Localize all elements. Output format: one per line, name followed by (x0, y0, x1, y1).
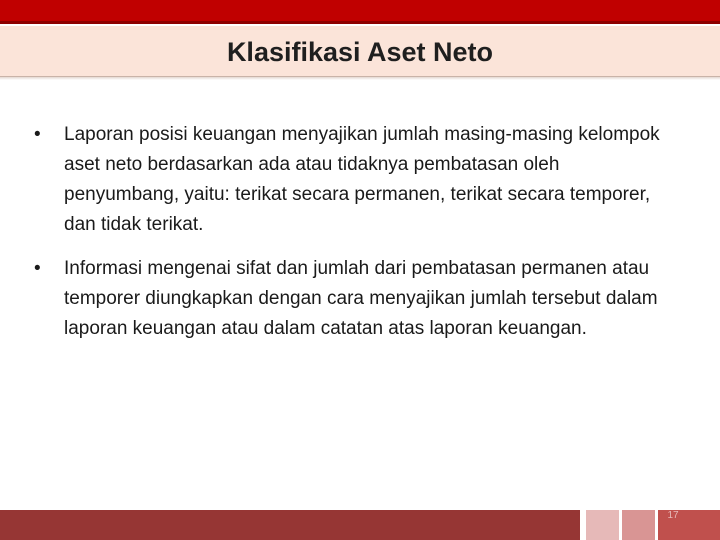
bullet-item (30, 254, 670, 344)
footer-block-mid (622, 510, 655, 540)
page-number: 17 (667, 510, 679, 521)
footer-bar (0, 510, 580, 540)
footer-block-light (586, 510, 619, 540)
title-band-shadow (0, 77, 720, 80)
top-accent-line (0, 21, 720, 24)
bullet-item (30, 120, 670, 240)
bullet-text: Informasi mengenai sifat dan jumlah dari pembatasan permanen atau temporer diungkapkan dengan cara menyajikan jumlah tersebut dalam laporan keuangan atau dalam catatan atas laporan keuangan. (64, 258, 658, 339)
bullet-text: Laporan posisi keuangan menyajikan jumlah masing-masing kelompok aset neto berdasarkan ada atau tidaknya pembatasan oleh penyumbang, yaitu: terikat secara permanen, terikat secara temporer, dan tidak terikat. (64, 124, 660, 235)
slide-body (30, 120, 670, 358)
bullet-marker: • (34, 258, 41, 279)
bullet-marker: • (34, 124, 41, 145)
slide-title: Klasifikasi Aset Neto (226, 37, 494, 67)
